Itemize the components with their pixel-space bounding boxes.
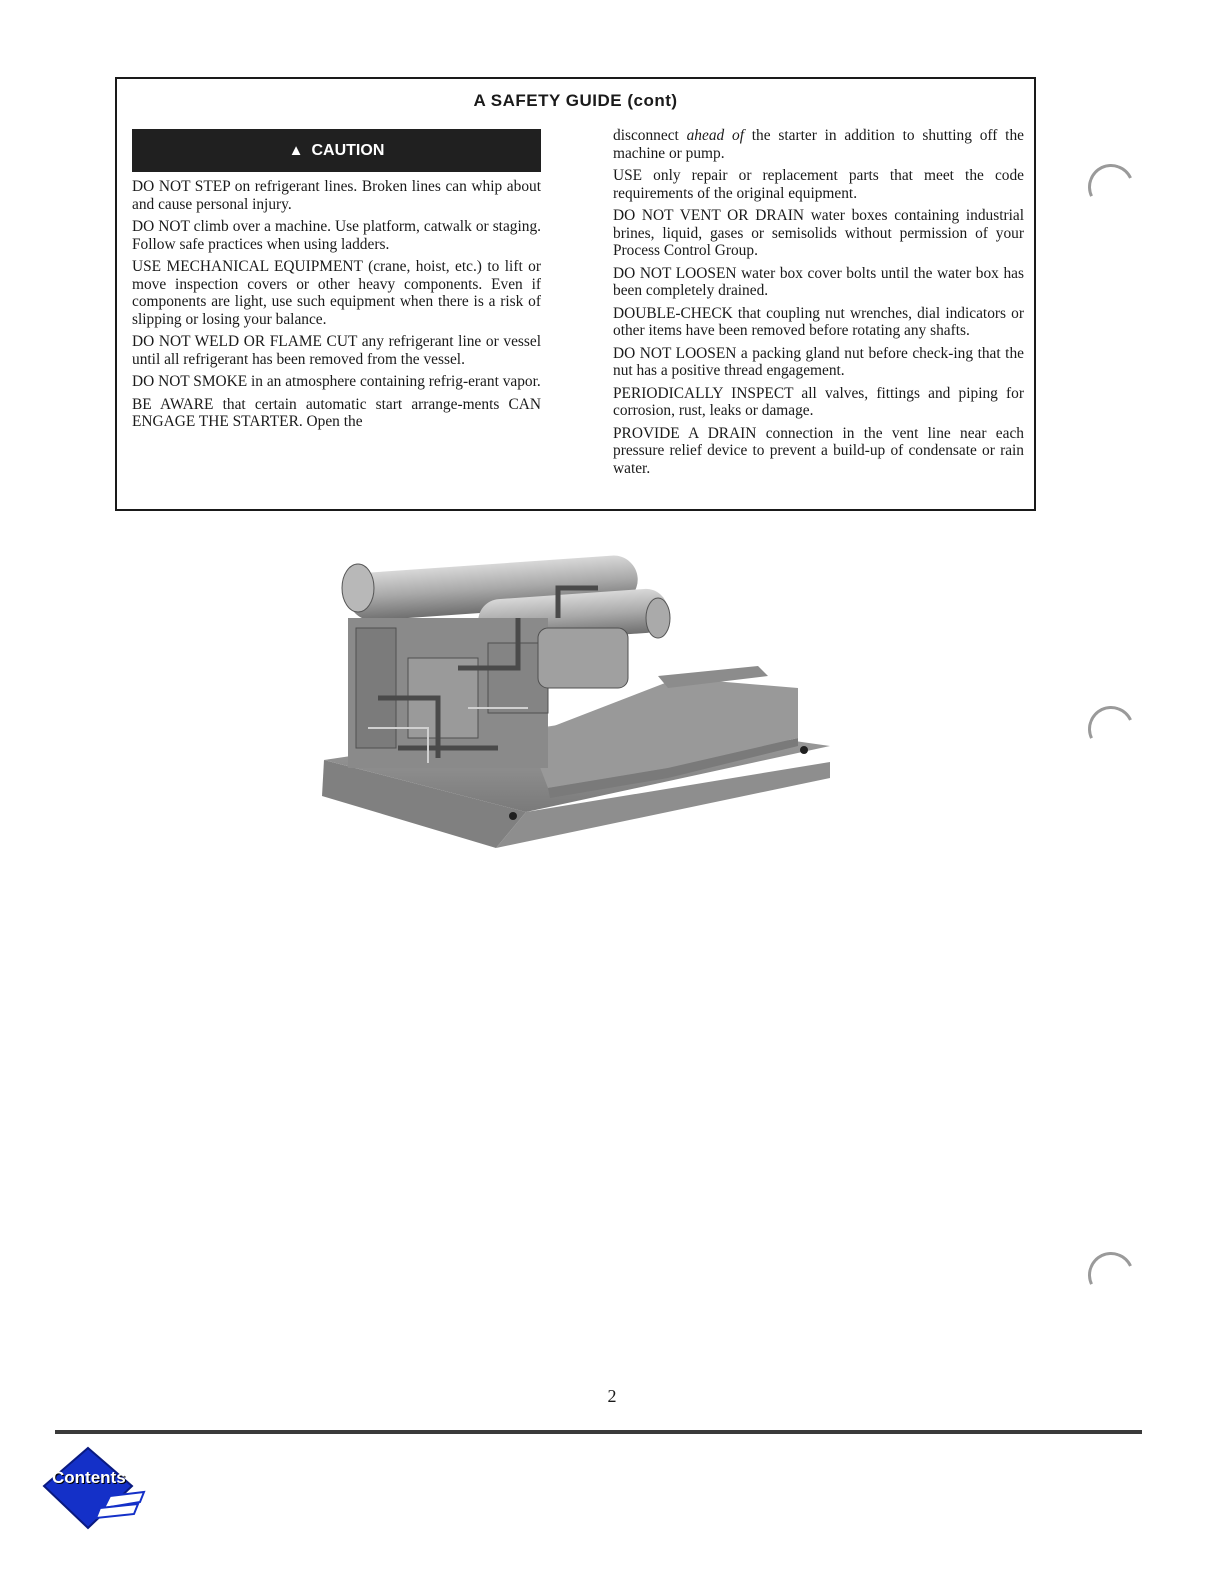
- contents-link-button[interactable]: [40, 1446, 150, 1532]
- caution-paragraph: USE only repair or replacement parts that meet the code requirements of the original equipment.: [613, 167, 1024, 202]
- left-column: [132, 129, 541, 436]
- footer-divider: [55, 1430, 1142, 1434]
- caution-paragraph: PERIODICALLY INSPECT all valves, fittings and piping for corrosion, rust, leaks or damage.: [613, 384, 1024, 419]
- binder-hole-middle: [1082, 700, 1141, 759]
- caution-paragraph: DO NOT LOOSEN water box cover bolts until the water box has been completely drained.: [613, 264, 1024, 299]
- warning-triangle-icon: ▲: [288, 141, 304, 159]
- caution-paragraph: DO NOT climb over a machine. Use platform, catwalk or staging. Follow safe practices when using ladders.: [132, 218, 541, 253]
- caution-banner: [132, 129, 541, 172]
- caution-paragraph: USE MECHANICAL EQUIPMENT (crane, hoist, etc.) to lift or move inspection covers or other heavy components. Even if components are light, use such equipment when there is a risk of slipping or losing your balance.: [132, 258, 541, 328]
- caution-paragraph: DOUBLE-CHECK that coupling nut wrenches, dial indicators or other items have been removed before rotating any shafts.: [613, 304, 1024, 339]
- caution-paragraph: PROVIDE A DRAIN connection in the vent line near each pressure relief device to prevent a build-up of condensate or rain water.: [613, 424, 1024, 477]
- chiller-machine-photo: [318, 548, 840, 853]
- binder-hole-bottom: [1082, 1246, 1141, 1305]
- binder-hole-top: [1082, 158, 1141, 217]
- text-segment: the starter in addition to shutting off the machine or pump.: [613, 127, 1024, 162]
- contents-diamond-icon: [40, 1446, 150, 1532]
- safety-guide-box: [115, 77, 1036, 511]
- contents-label[interactable]: Contents: [52, 1468, 126, 1487]
- caution-paragraph: BE AWARE that certain automatic start arrange-ments CAN ENGAGE THE STARTER. Open the: [132, 395, 541, 430]
- right-column: [613, 127, 1024, 482]
- caution-paragraph: DO NOT VENT OR DRAIN water boxes containing industrial brines, liquid, gases or semisolids without permission of your Process Control Group.: [613, 207, 1024, 259]
- emphasis-text: ahead of: [686, 127, 744, 144]
- caution-paragraph: DO NOT LOOSEN a packing gland nut before check-ing that the nut has a positive thread engagement.: [613, 344, 1024, 379]
- caution-paragraph: DO NOT WELD OR FLAME CUT any refrigerant line or vessel until all refrigerant has been removed from the vessel.: [132, 333, 541, 368]
- safety-guide-title: A SAFETY GUIDE (cont): [473, 91, 678, 110]
- caution-paragraph-continued: [613, 127, 1024, 162]
- page-number: 2: [607, 1386, 617, 1406]
- text-segment: disconnect: [613, 127, 687, 144]
- caution-paragraph: DO NOT STEP on refrigerant lines. Broken lines can whip about and cause personal injury.: [132, 178, 541, 213]
- caution-paragraph: DO NOT SMOKE in an atmosphere containing refrig-erant vapor.: [132, 373, 541, 390]
- caution-label: CAUTION: [311, 141, 385, 159]
